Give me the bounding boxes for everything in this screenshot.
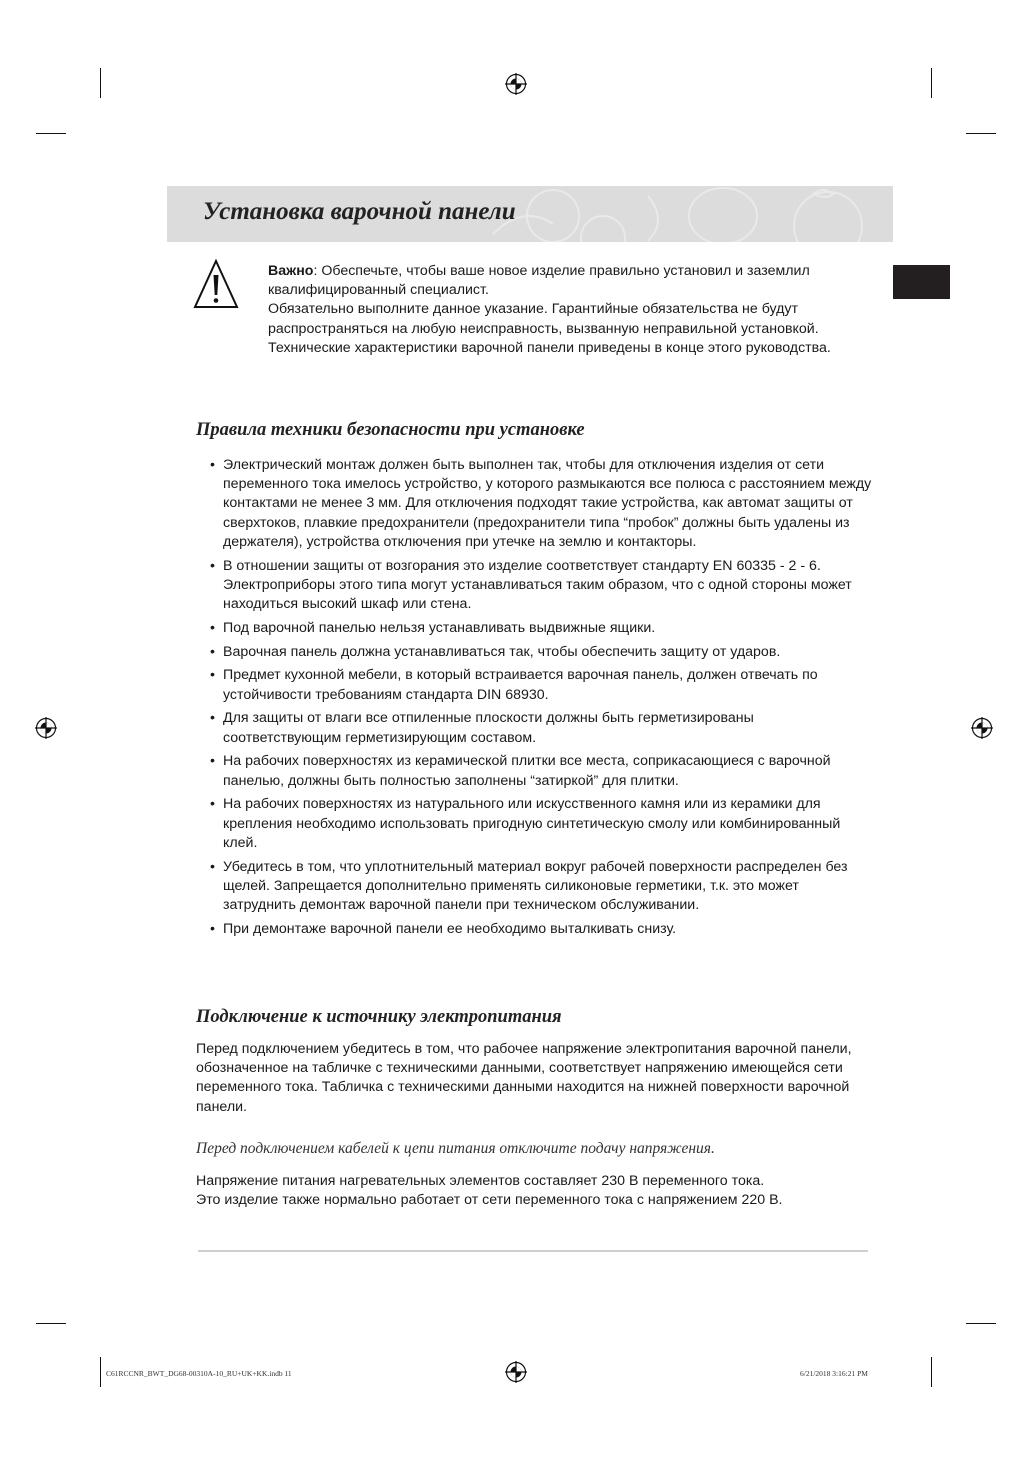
list-item: • На рабочих поверхностях из натурального или искусственного камня или из керамики для крепления необходимо использовать пригодную синтетическую смолу или комбинированный клей. bbox=[210, 795, 872, 853]
list-item: • Электрический монтаж должен быть выполнен так, чтобы для отключения изделия от сети переменного тока имелось устройство, у которого размыкаются все полюса с расстоянием между контактами не менее 3 мм. Для отключения подходят такие устройства, как автомат защиты от сверхтоков, плавкие предохранители (предохранители типа “пробок” должны быть удалены из держателя), устройства отключения при утечке на землю и контакторы. bbox=[210, 456, 872, 552]
crop-mark bbox=[100, 1357, 101, 1387]
power-italic-note: Перед подключением кабелей к цепи питания отключите подачу напряжения. bbox=[196, 1140, 715, 1157]
voltage-text bbox=[196, 1172, 866, 1210]
note-line: Технические характеристики варочной панели приведены в конце этого руководства. bbox=[268, 339, 831, 356]
list-item: • На рабочих поверхностях из керамической плитки все места, соприкасающиеся с варочной панелью, должны быть полностью заполнены “затиркой” для плитки. bbox=[210, 752, 872, 790]
page-title: Установка варочной панели bbox=[203, 198, 516, 225]
crop-mark bbox=[100, 68, 101, 98]
warning-triangle-icon bbox=[193, 259, 239, 311]
list-item: • Для защиты от влаги все отпиленные плоскости должны быть герметизированы соответствующим герметизирующим составом. bbox=[210, 709, 872, 747]
safety-heading: Правила техники безопасности при установке bbox=[196, 420, 585, 440]
section-header-band bbox=[167, 186, 893, 242]
chapter-tab bbox=[893, 265, 950, 299]
footer-timestamp: 6/21/2018 3:16:21 PM bbox=[800, 1369, 868, 1378]
power-heading: Подключение к источнику электропитания bbox=[196, 1007, 562, 1027]
crop-mark bbox=[966, 133, 996, 134]
crop-mark bbox=[966, 1323, 996, 1324]
list-item: • При демонтаже варочной панели ее необходимо выталкивать снизу. bbox=[210, 920, 872, 939]
registration-mark-icon bbox=[505, 73, 527, 95]
list-item: • В отношении защиты от возгорания это изделие соответствует стандарту EN 60335 - 2 - 6. Электроприборы этого типа могут устанавливаться таким образом, что с одной стороны может находиться высокий шкаф или стена. bbox=[210, 557, 872, 615]
list-item: • Под варочной панелью нельзя устанавливать выдвижные ящики. bbox=[210, 619, 872, 638]
safety-list bbox=[210, 456, 872, 944]
crop-mark bbox=[931, 68, 932, 98]
note-text: : Обеспечьте, чтобы ваше новое изделие правильно установил и заземлил квалифицированный специалист. bbox=[268, 263, 810, 299]
crop-mark bbox=[36, 1323, 66, 1324]
footer-file-name: C61RCCNR_BWT_DG68-00310A-10_RU+UK+KK.indb 11 bbox=[106, 1369, 292, 1378]
important-note bbox=[268, 262, 868, 358]
list-item: • Варочная панель должна устанавливаться так, чтобы обеспечить защиту от ударов. bbox=[210, 643, 872, 662]
voltage-line: Это изделие также нормально работает от сети переменного тока с напряжением 220 В. bbox=[196, 1192, 783, 1209]
voltage-line: Напряжение питания нагревательных элементов составляет 230 В переменного тока. bbox=[196, 1173, 765, 1189]
registration-mark-icon bbox=[971, 717, 993, 739]
bottom-rule bbox=[198, 1250, 868, 1252]
registration-mark-icon bbox=[35, 717, 57, 739]
power-paragraph: Перед подключением убедитесь в том, что рабочее напряжение электропитания варочной панели, обозначенное на табличке с техническими данными, соответствует напряжению имеющейся сети переменного тока. Табличка с техническими данными находится на нижней поверхности варочной панели. bbox=[196, 1041, 852, 1115]
list-item: • Предмет кухонной мебели, в который встраивается варочная панель, должен отвечать по устойчивости требованиям стандарта DIN 68930. bbox=[210, 666, 872, 704]
note-line bbox=[268, 262, 868, 300]
list-item: • Убедитесь в том, что уплотнительный материал вокруг рабочей поверхности распределен без щелей. Запрещается дополнительно применять силиконовые герметики, т.к. это может затруднить демонтаж варочной панели при техническом обслуживании. bbox=[210, 858, 872, 916]
note-bold-label: Важно bbox=[268, 263, 314, 279]
registration-mark-icon bbox=[505, 1361, 527, 1383]
crop-mark bbox=[36, 133, 66, 134]
crop-mark bbox=[931, 1357, 932, 1387]
note-line: Обязательно выполните данное указание. Гарантийные обязательства не будут распространяться на любую неисправность, вызванную неправильной установкой. bbox=[268, 301, 819, 337]
